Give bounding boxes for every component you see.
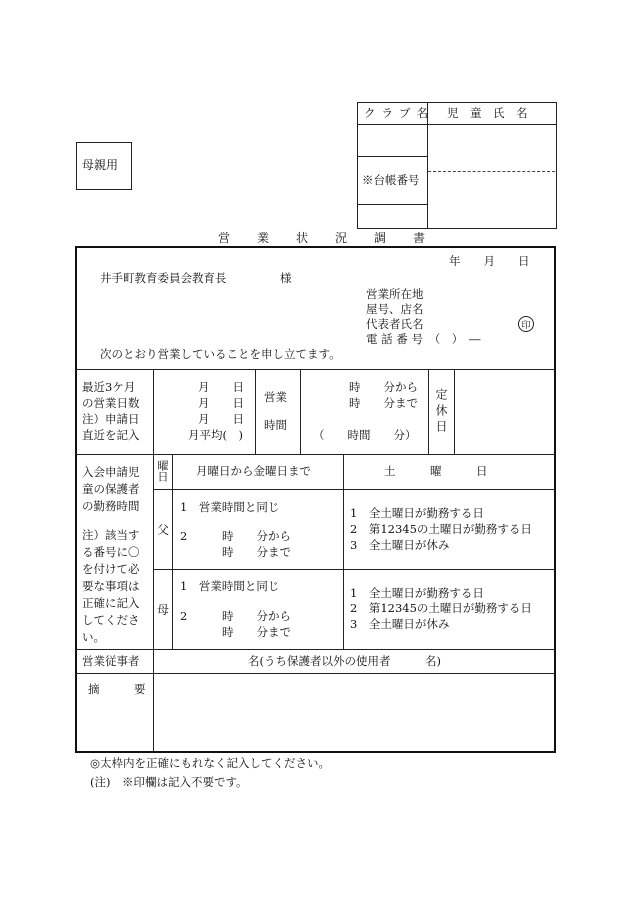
youbi-label: 曜日 [156,460,169,482]
work-label-line5: 注）該当す [82,528,140,542]
work-label-line9: 正確に記入 [82,596,140,610]
work-label-line11: い。 [82,630,105,644]
father-sat-option-3[interactable]: 3 全土曜日が休み [350,538,450,552]
work-label-line3: の勤務時間 [82,499,140,513]
summary-field[interactable] [154,674,554,751]
child-name-header: 児 童 氏 名 [447,106,528,120]
mother-option-1[interactable]: 1 営業時間と同じ [180,579,280,593]
mother-option-2-from[interactable]: 時 分から [222,609,291,623]
address-label: 営業所在地 [366,287,424,301]
phone-label: 電 話 番 号 （ ） ― [366,332,481,346]
father-option-1[interactable]: 1 営業時間と同じ [180,500,280,514]
note-1: ◎太枠内を正確にもれなく記入してください。 [90,756,331,770]
father-label: 父 [157,523,170,537]
work-label-line2: 童の保護者 [82,482,140,496]
seal-icon: 印 [518,316,534,332]
representative-label: 代表者氏名 [366,317,424,331]
work-label-line6: る番号に〇 [82,545,140,559]
summary-label: 摘 要 [88,682,146,696]
hours-to[interactable]: 時 分まで [349,396,418,410]
note-2: (注) ※印欄は記入不要です。 [90,775,248,789]
saturday-header: 土 曜 日 [384,464,488,478]
days-label-line1: 最近3ケ月 [82,380,136,394]
father-sat-option-1[interactable]: 1 全土曜日が勤務する日 [350,506,484,520]
mother-sat-option-1[interactable]: 1 全土曜日が勤務する日 [350,586,484,600]
date-field[interactable]: 年 月 日 [449,254,530,268]
addressee: 井手町教育委員会教育長 [100,271,227,285]
child-name-field[interactable] [428,125,555,227]
holiday-label: 定休日 [434,388,448,436]
employees-label: 営業従事者 [82,654,140,668]
days-label-line4: 直近を記入 [82,428,140,442]
ledger-number-label: ※台帳番号 [362,173,420,187]
month-row-3[interactable]: 月 日 [198,412,244,426]
club-name-field[interactable] [358,125,427,156]
hours-from[interactable]: 時 分から [349,380,418,394]
work-label-line10: してくださ [82,613,140,627]
mother-option-2-number[interactable]: 2 [180,609,188,623]
work-label-line1: 入会申請児 [82,465,140,479]
month-row-1[interactable]: 月 日 [198,380,244,394]
father-option-2-from[interactable]: 時 分から [222,529,291,543]
month-row-2[interactable]: 月 日 [198,396,244,410]
page-title: 営業状況調書 [218,231,453,245]
mother-row-label: 母 [157,603,170,617]
statement-text: 次のとおり営業していることを申し立てます。 [100,347,341,361]
employees-value[interactable]: 名(うち保護者以外の使用者 名) [248,654,441,668]
work-label-line7: を付けて必 [82,562,140,576]
mother-option-2-to[interactable]: 時 分まで [222,625,291,639]
holiday-field[interactable] [455,370,555,454]
mother-sat-option-2[interactable]: 2 第12345の土曜日が勤務する日 [350,601,532,615]
mother-label: 母親用 [82,158,119,172]
father-option-2-to[interactable]: 時 分まで [222,545,291,559]
addressee-suffix: 様 [280,271,292,285]
father-sat-option-2[interactable]: 2 第12345の土曜日が勤務する日 [350,522,532,536]
shop-name-label: 屋号、店名 [366,302,424,316]
days-label-line3: 注）申請日 [82,412,140,426]
club-name-header: クラブ名 [364,106,434,120]
days-label-line2: の営業日数 [82,396,140,410]
hours-range[interactable]: （ 時間 分） [313,428,417,442]
mother-sat-option-3[interactable]: 3 全土曜日が休み [350,617,450,631]
month-average[interactable]: 月平均( ) [188,428,243,442]
hours-label-1: 営業 [264,390,287,404]
father-option-2-number[interactable]: 2 [180,529,188,543]
weekday-header: 月曜日から金曜日まで [196,464,311,478]
hours-label-2: 時間 [264,418,287,432]
work-label-line8: 要な事項は [82,579,140,593]
